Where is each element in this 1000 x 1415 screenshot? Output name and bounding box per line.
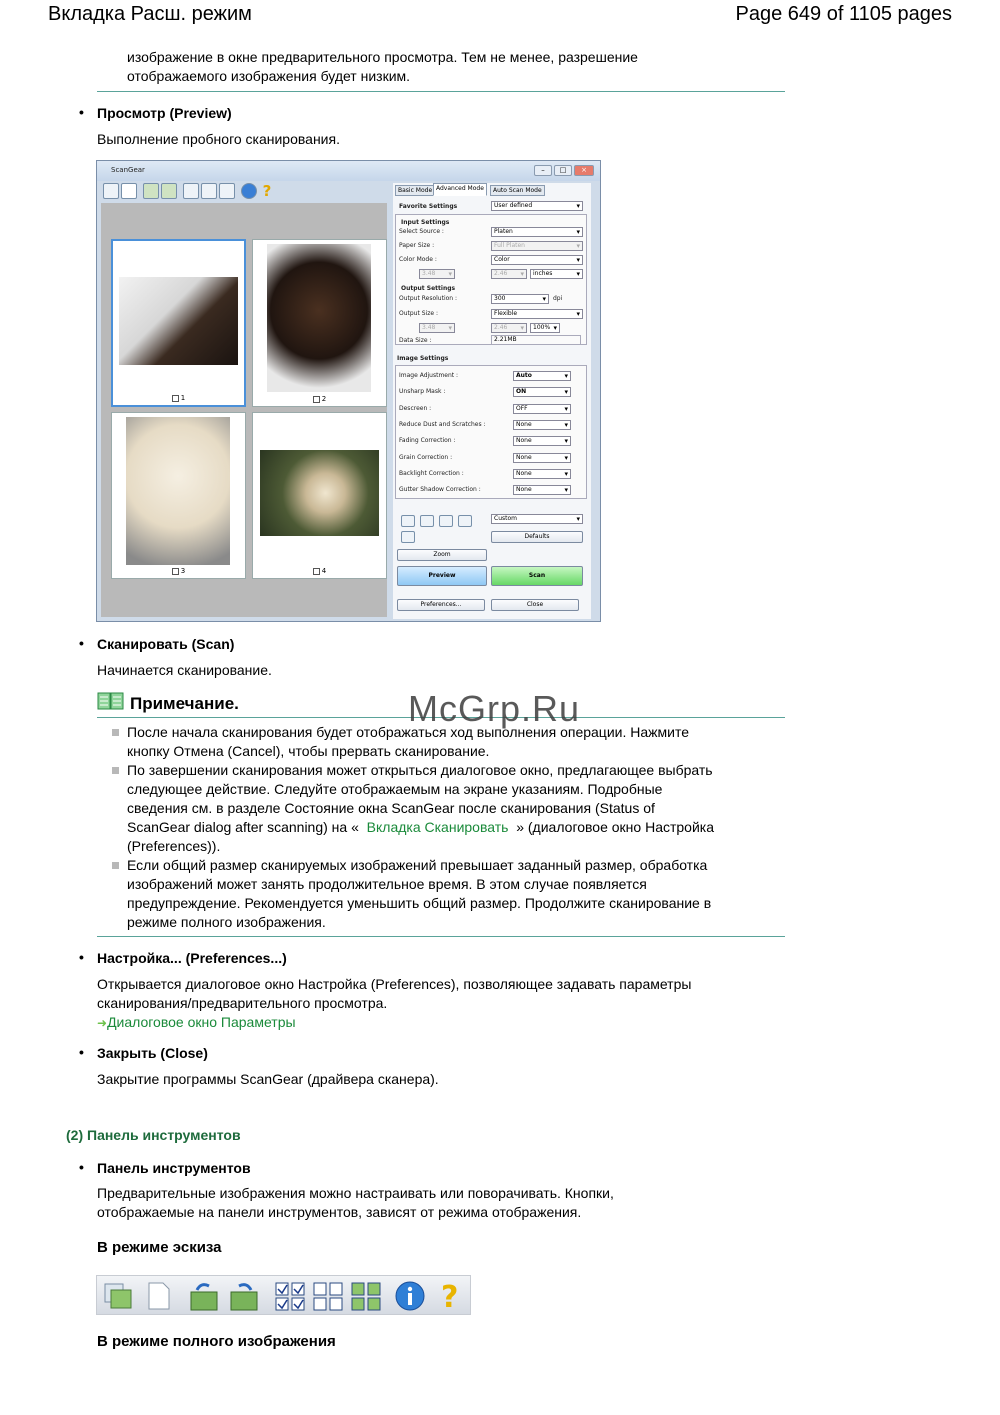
divider [97, 91, 785, 92]
toolbar-line-2: отображаемые на панели инструментов, зависят от режима отображения. [97, 1204, 582, 1220]
output-resolution-label: Output Resolution : [399, 295, 458, 302]
image-setting-select[interactable]: None ▾ [513, 469, 571, 479]
channel-icon[interactable] [401, 515, 415, 527]
thumbnail-2[interactable] [252, 239, 387, 407]
image-setting-label: Gutter Shadow Correction : [399, 486, 481, 494]
image-settings-box [395, 365, 587, 499]
divider [97, 936, 785, 937]
dogs-photo [119, 277, 238, 365]
note-item: По завершении сканирования может открыться диалоговое окно, предлагающее выбрать следующее действие. Следуйте отображаемым на экране указаниям. Подробные сведения см. в разделе Состояние окна ScanGear после сканирования (Status of ScanGear dialog after scanning) на « Вкладка Сканировать » (диалоговое окно Настройка (Preferences)). [127, 761, 767, 856]
preferences-button[interactable]: Preferences... [397, 599, 485, 611]
thumbnail-mode-heading: В режиме эскиза [97, 1239, 222, 1256]
crop-icon[interactable] [103, 183, 119, 199]
color-mode-label: Color Mode : [399, 256, 437, 263]
output-width-field[interactable]: 3.48 ▾ [419, 323, 455, 333]
rotate-right-icon [227, 1280, 261, 1312]
defaults-button[interactable]: Defaults [491, 531, 583, 543]
output-resolution-select[interactable]: 300 ▾ [491, 294, 549, 304]
image-setting-select[interactable]: Auto ▾ [513, 371, 571, 381]
image-setting-label: Fading Correction : [399, 437, 456, 445]
select-all-icon [273, 1280, 307, 1312]
watermark: McGrp.Ru [408, 688, 581, 729]
final-review-icon[interactable] [401, 531, 415, 543]
crop-icon [101, 1280, 135, 1312]
tab-auto-scan-mode[interactable]: Auto Scan Mode [490, 185, 545, 196]
scan-heading: • Сканировать (Scan) [97, 636, 234, 652]
select-source-select[interactable]: Platen ▾ [491, 227, 583, 237]
help-icon [433, 1280, 467, 1312]
full-mode-heading: В режиме полного изображения [97, 1333, 336, 1350]
image-setting-select[interactable]: None ▾ [513, 436, 571, 446]
dpi-label: dpi [553, 295, 563, 302]
close-text: Закрытие программы ScanGear (драйвера сканера). [97, 1071, 439, 1087]
scangear-toolbar [101, 183, 387, 203]
thumbnail-view-icon[interactable] [219, 183, 235, 199]
scan-tab-link[interactable]: Вкладка Сканировать [366, 819, 509, 835]
thumbnail-3[interactable] [111, 412, 246, 579]
image-setting-label: Reduce Dust and Scratches : [399, 420, 486, 428]
image-setting-label: Grain Correction : [399, 453, 453, 461]
note-label: Примечание. [130, 694, 239, 713]
labrador-photo [126, 417, 230, 565]
help-icon[interactable]: ? [262, 182, 272, 200]
input-width-field[interactable]: 3.48 ▾ [419, 269, 455, 279]
arrow-right-icon: ➜ [97, 1016, 108, 1030]
select-all-icon[interactable] [183, 183, 199, 199]
favorite-settings-label: Favorite Settings [399, 203, 458, 210]
custom-select[interactable]: Custom ▾ [491, 514, 583, 524]
close-button[interactable]: Close [491, 599, 579, 611]
paper-size-select[interactable]: Full Platen ▾ [491, 241, 583, 251]
preferences-line-2: сканирования/предварительного просмотра. [97, 995, 388, 1011]
thumbnail-checkbox[interactable] [172, 395, 179, 402]
brightness-icon[interactable] [420, 515, 434, 527]
intro-line-2: отображаемого изображения будет низким. [127, 68, 411, 84]
thumbnail-1[interactable] [111, 239, 246, 407]
unit-select[interactable]: inches ▾ [530, 269, 583, 279]
rotate-right-icon[interactable] [161, 183, 177, 199]
favorite-settings-select[interactable]: User defined ▾ [491, 201, 583, 211]
rotate-left-icon [187, 1280, 221, 1312]
page-header [0, 0, 1000, 30]
page-counter: Page 649 of 1105 pages [735, 3, 952, 25]
preview-button[interactable]: Preview [397, 566, 487, 586]
scale-field[interactable]: 100% ▾ [530, 323, 560, 333]
dachshund-photo [267, 244, 371, 392]
toolbar-heading: • Панель инструментов [97, 1160, 251, 1176]
image-setting-select[interactable]: OFF ▾ [513, 404, 571, 414]
output-settings-heading: Output Settings [401, 285, 456, 292]
preferences-line-1: Открывается диалоговое окно Настройка (Preferences), позволяющее задавать параметры [97, 976, 692, 992]
preferences-heading: • Настройка... (Preferences...) [97, 950, 287, 966]
scan-text: Начинается сканирование. [97, 662, 272, 678]
histogram-icon[interactable] [439, 515, 453, 527]
output-size-label: Output Size : [399, 310, 438, 317]
image-setting-label: Image Adjustment : [399, 372, 459, 379]
close-window-button[interactable]: × [574, 165, 594, 176]
tab-basic-mode[interactable]: Basic Mode [395, 185, 435, 196]
zoom-button[interactable]: Zoom [397, 549, 487, 561]
section-heading: (2) Панель инструментов [66, 1127, 241, 1143]
image-setting-select[interactable]: None ▾ [513, 485, 571, 495]
image-setting-select[interactable]: None ▾ [513, 453, 571, 463]
thumbnail-view-icon [349, 1280, 383, 1312]
rotate-left-icon[interactable] [143, 183, 159, 199]
data-size-label: Data Size : [399, 337, 432, 344]
preview-heading: • Просмотр (Preview) [97, 105, 232, 121]
toolbar-line-1: Предварительные изображения можно настраивать или поворачивать. Кнопки, [97, 1185, 614, 1201]
thumbnail-caption: 1 [113, 394, 244, 402]
preferences-dialog-link[interactable]: Диалоговое окно Параметры [107, 1014, 296, 1030]
thumbnail-caption: 3 [112, 567, 245, 575]
deselect-all-icon [311, 1280, 345, 1312]
thumbnail-checkbox[interactable] [313, 396, 320, 403]
blank-page-icon[interactable] [121, 183, 137, 199]
image-setting-label: Unsharp Mask : [399, 388, 446, 396]
window-title: ScanGear [111, 166, 145, 174]
input-height-field[interactable]: 2.46 ▾ [491, 269, 527, 279]
preview-text: Выполнение пробного сканирования. [97, 131, 340, 147]
input-settings-heading: Input Settings [401, 219, 450, 226]
note-item: Если общий размер сканируемых изображений превышает заданный размер, обработка изображений может занять продолжительное время. В этом случае появляется предупреждение. Рекомендуется уменьшить общий размер. Продолжите сканирование в режиме полного изображения. [127, 856, 767, 932]
tab-advanced-mode[interactable]: Advanced Mode [433, 183, 487, 196]
select-source-label: Select Source : [399, 228, 444, 235]
tone-curve-icon[interactable] [458, 515, 472, 527]
thumbnail-caption: 2 [253, 395, 386, 403]
data-size-value: 2.21MB [491, 335, 581, 345]
window-titlebar [97, 161, 600, 181]
scan-button[interactable]: Scan [491, 566, 583, 586]
svg-text:?: ? [441, 1280, 459, 1312]
image-setting-select[interactable]: None ▾ [513, 420, 571, 430]
maximize-button[interactable]: □ [554, 165, 572, 176]
output-height-field[interactable]: 2.46 ▾ [491, 323, 527, 333]
dog-grass-photo [260, 450, 379, 536]
image-settings-heading: Image Settings [397, 355, 449, 362]
paper-size-label: Paper Size : [399, 242, 435, 249]
settings-panel [393, 183, 591, 619]
image-setting-label: Descreen : [399, 404, 432, 412]
info-icon [393, 1280, 427, 1312]
book-icon [97, 692, 124, 710]
minimize-button[interactable]: – [534, 165, 552, 176]
color-mode-select[interactable]: Color ▾ [491, 255, 583, 265]
page-title: Вкладка Расш. режим [48, 3, 252, 25]
image-setting-select[interactable]: ON ▾ [513, 387, 571, 397]
output-size-select[interactable]: Flexible ▾ [491, 309, 583, 319]
intro-line-1: изображение в окне предварительного просмотра. Тем не менее, разрешение [127, 49, 638, 65]
blank-page-icon [141, 1280, 175, 1312]
preferences-link-row [97, 1013, 296, 1033]
thumbnail-caption: 4 [253, 567, 386, 575]
thumbnail-checkbox[interactable] [313, 568, 320, 575]
close-heading: • Закрыть (Close) [97, 1045, 208, 1061]
info-icon[interactable] [241, 183, 257, 199]
thumbnail-4[interactable] [252, 412, 387, 579]
deselect-all-icon[interactable] [201, 183, 217, 199]
image-setting-label: Backlight Correction : [399, 469, 464, 477]
scangear-window [96, 160, 601, 622]
toolbar-strip-image [96, 1275, 471, 1315]
preview-area [101, 203, 387, 617]
note-item: После начала сканирования будет отображаться ход выполнения операции. Нажмите кнопку Отмена (Cancel), чтобы прервать сканирование. [127, 723, 767, 761]
thumbnail-checkbox[interactable] [172, 568, 179, 575]
